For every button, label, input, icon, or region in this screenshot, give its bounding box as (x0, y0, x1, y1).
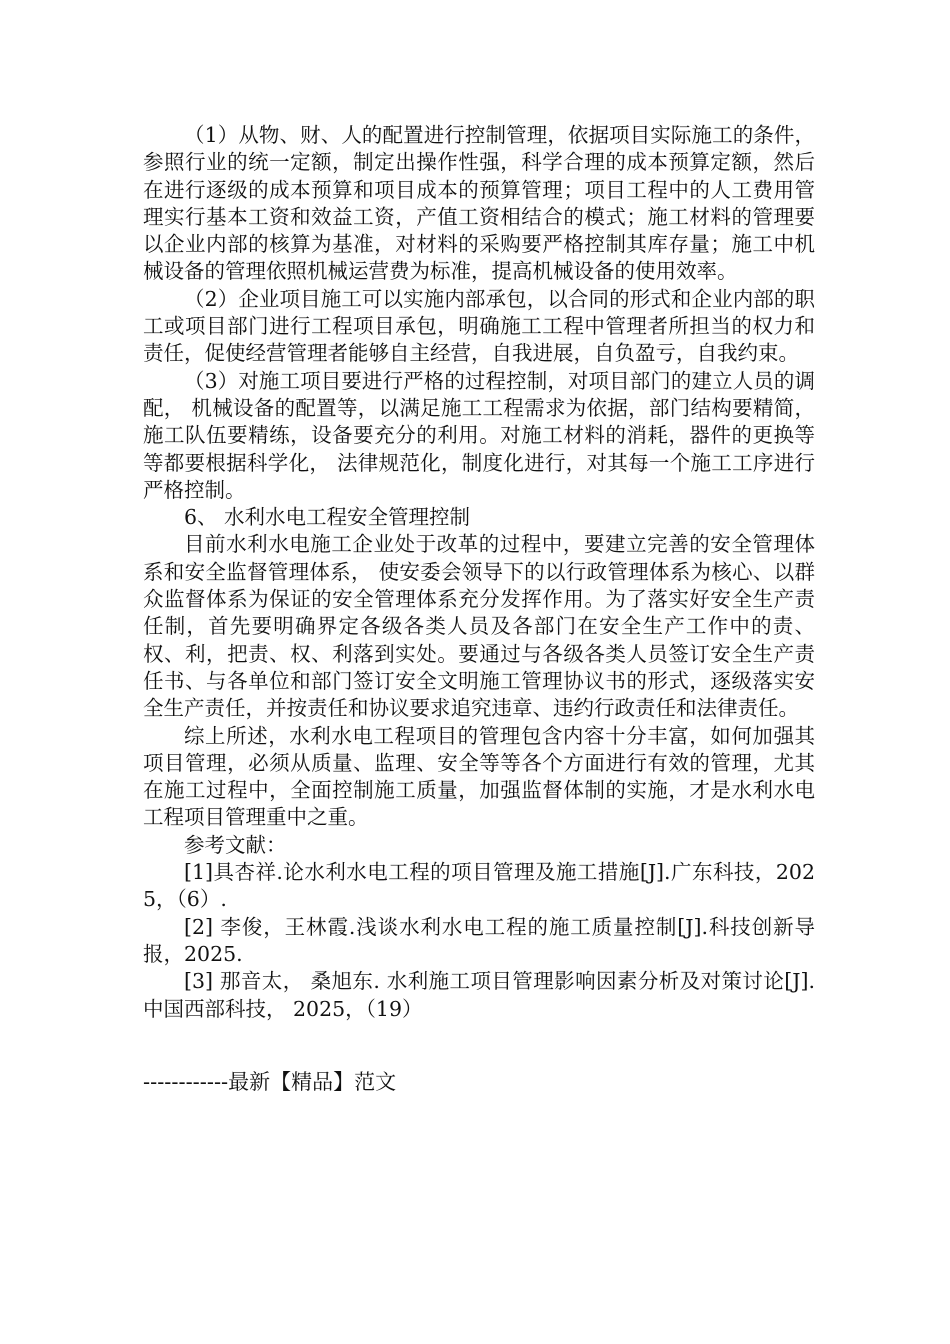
reference-item-2: [2] 李俊，王林霞.浅谈水利水电工程的施工质量控制[J].科技创新导报，2025. (143, 914, 815, 966)
document-body (143, 122, 815, 1023)
paragraph-safety-management: 目前水利水电施工企业处于改革的过程中，要建立完善的安全管理体系和安全监督管理体系， 使安委会领导下的以行政管理体系为核心、以群众监督体系为保证的安全管理体系充分发挥作用。为了落实好安全生产责任制，首先要明确界定各级各类人员及各部门在安全生产工作中的责、权、利，把责、权、利落到实处。要通过与各级各类人员签订安全生产责任书、与各单位和部门签订安全文明施工管理协议书的形式，逐级落实安全生产责任，并按责任和协议要求追究违章、违约行政责任和法律责任。 (143, 532, 815, 721)
paragraph-cost-control: （1）从物、财、人的配置进行控制管理，依据项目实际施工的条件，参照行业的统一定额，制定出操作性强，科学合理的成本预算定额，然后在进行逐级的成本预算和项目成本的预算管理；项目工程中的人工费用管理实行基本工资和效益工资，产值工资相结合的模式；施工材料的管理要以企业内部的核算为基准，对材料的采购要严格控制其库存量；施工中机械设备的管理依照机械运营费为标准，提高机械设备的使用效率。 (143, 123, 815, 284)
paragraph-conclusion: 综上所述，水利水电工程项目的管理包含内容十分丰富，如何加强其项目管理，必须从质量、监理、安全等等各个方面进行有效的管理，尤其在施工过程中，全面控制施工质量，加强监督体制的实施，才是水利水电工程项目管理重中之重。 (143, 723, 815, 830)
reference-item-3: [3] 那音太， 桑旭东. 水利施工项目管理影响因素分析及对策讨论[J]. 中国西部科技， 2025，（19） (143, 969, 815, 1021)
paragraph-internal-contracting: （2）企业项目施工可以实施内部承包，以合同的形式和企业内部的职工或项目部门进行工程项目承包，明确施工工程中管理者所担当的权力和责任，促使经营管理者能够自主经营，自我进展，自负盈亏，自我约束。 (143, 286, 815, 366)
section-heading-safety: 6、 水利水电工程安全管理控制 (184, 505, 471, 530)
reference-item-1: [1]具杏祥.论水利水电工程的项目管理及施工措施[J].广东科技，2025，（6）. (143, 860, 815, 912)
references-title: 参考文献： (184, 832, 287, 857)
paragraph-process-control: （3）对施工项目要进行严格的过程控制，对项目部门的建立人员的调配， 机械设备的配置等，以满足施工工程需求为依据，部门结构要精简，施工队伍要精练，设备要充分的利用。对施工材料的消耗，器件的更换等等都要根据科学化， 法律规范化，制度化进行，对其每一个施工工序进行严格控制。 (143, 368, 815, 502)
footer-label: ------------最新【精品】范文 (143, 1070, 397, 1094)
